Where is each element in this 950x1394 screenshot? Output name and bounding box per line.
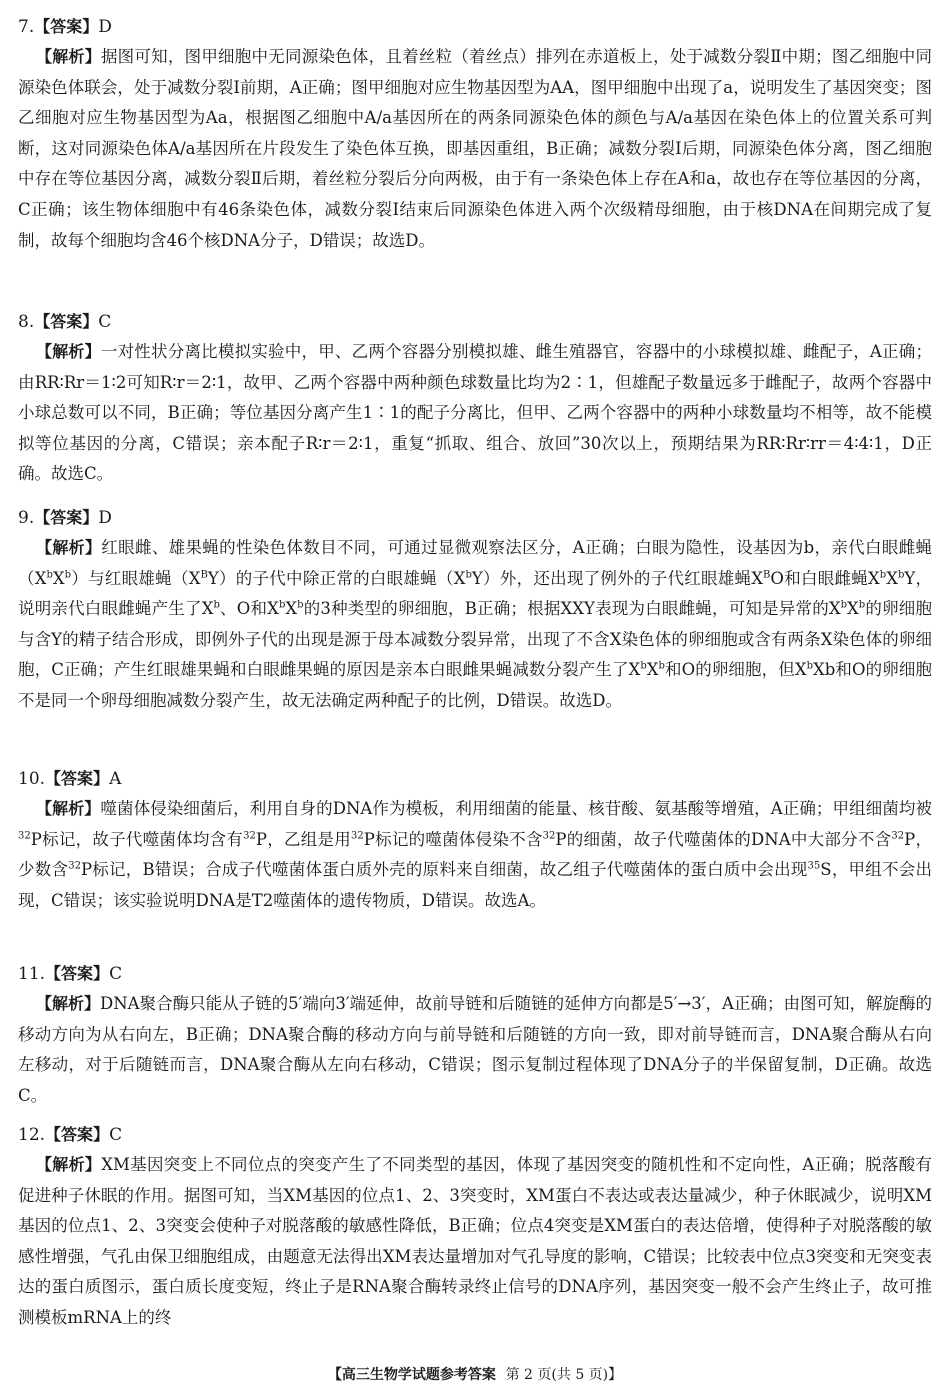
q9-analysis-label: 【解析】	[36, 538, 102, 557]
q9-answer-line	[18, 507, 112, 529]
q7-number: 7.	[18, 17, 35, 37]
q7-answer-line	[18, 16, 112, 38]
text-run: X	[813, 660, 825, 680]
text-run: S，甲组不会出现，C错误；该实验说明DNA是T2噬菌体的遗传物质，D错误。故选A。	[18, 860, 932, 910]
superscript: 35	[807, 860, 821, 872]
text-run: Y）外，还出现了例外的子代红眼雄蝇X	[471, 568, 764, 588]
superscript: b	[46, 569, 53, 581]
superscript: b	[213, 599, 220, 611]
superscript: 32	[542, 830, 556, 842]
superscript: b	[858, 599, 866, 611]
q8-answer-line	[18, 311, 111, 333]
q8-analysis-label: 【解析】	[36, 342, 101, 361]
q9-answer: D	[98, 508, 112, 528]
text-run: P标记的噬菌体侵染不含	[363, 829, 543, 849]
q12-analysis-text: XM基因突变上不同位点的突变产生了不同类型的基因，体现了基因突变的随机性和不定向性，A正确；脱落酸有促进种子休眠的作用。据图可知，当XM基因的位点1、2、3突变时，XM蛋白不表达或表达量减少，种子休眠减少，说明XM基因的位点1、2、3突变会使种子对脱落酸的敏感性降低，B正确；位点4突变是XM蛋白的表达倍增，使得种子对脱落酸的敏感性增强，气孔由保卫细胞组成，由题意无法得出XM表达量增加对气孔导度的影响，C错误；比较表中位点3突变和无突变表达的蛋白质图示，蛋白质长度变短，终止子是RNA聚合酶转录终止信号的DNA序列，基因突变一般不会产生终止子，故可推测模板mRNA上的终	[18, 1155, 932, 1327]
text-run: X	[646, 660, 659, 680]
text-run: Y，说明亲代白眼雌蝇产生了X	[18, 568, 933, 619]
q7-analysis	[18, 42, 932, 256]
superscript: b	[806, 660, 814, 672]
q9-analysis-text	[18, 538, 932, 710]
q8-answer-label: 【答案】	[34, 312, 99, 331]
q11-number: 11.	[18, 964, 46, 984]
page-footer	[0, 1364, 950, 1384]
q9-answer-label: 【答案】	[34, 508, 99, 527]
footer-title: 【高三生物学试题参考答案	[327, 1367, 496, 1383]
superscript: 32	[68, 860, 81, 872]
text-run: b	[824, 660, 836, 680]
q12-answer-label: 【答案】	[45, 1125, 110, 1144]
q12-answer-line	[18, 1124, 122, 1146]
text-run: O和白眼雌蝇X	[770, 568, 880, 588]
q11-analysis	[18, 989, 932, 1111]
text-run: ）与红眼雄蝇（X	[71, 568, 201, 588]
text-run: 红眼雌、雄果蝇的性染色体数目不同，可通过显微观察法区分，A正确；白眼为隐性，设基因为b，亲代白眼雌蝇（X	[18, 538, 932, 588]
text-run: P，乙组是用	[255, 829, 352, 849]
superscript: 32	[18, 830, 31, 842]
superscript: b	[897, 569, 905, 581]
superscript: B	[763, 569, 771, 581]
superscript: B	[200, 569, 208, 581]
superscript: b	[465, 569, 472, 581]
q8-analysis	[18, 337, 932, 490]
superscript: b	[658, 660, 665, 672]
text-run: P，少数含	[18, 829, 932, 880]
text-run: 和O的卵细胞，但X	[664, 660, 807, 680]
q12-analysis-label: 【解析】	[36, 1155, 102, 1174]
q8-analysis-text: 一对性状分离比模拟实验中，甲、乙两个容器分别模拟雄、雌生殖器官，容器中的小球模拟雄、雌配子，A正确；由RR∶Rr＝1∶2可知R∶r＝2∶1，故甲、乙两个容器中两种颜色球数量比均为2∶1，但雄配子数量远多于雌配子，故两个容器中小球总数可以不同，B正确；等位基因分离产生1∶1的配子分离比，但甲、乙两个容器中的两种小球数量均不相等，故不能模拟等位基因的分离，C错误；亲本配子R∶r＝2∶1，重复“抓取、组合、放回”30次以上，预期结果为RR∶Rr∶rr＝4∶4∶1，D正确。故选C。	[18, 342, 932, 484]
superscript: b	[297, 599, 304, 611]
superscript: b	[640, 660, 647, 672]
text-run: X	[886, 568, 898, 588]
q11-answer-line	[18, 963, 122, 985]
q11-answer-label: 【答案】	[45, 964, 110, 983]
superscript: b	[278, 599, 286, 611]
q7-analysis-label: 【解析】	[36, 47, 101, 66]
q11-answer: C	[109, 964, 123, 984]
superscript: 32	[243, 830, 256, 842]
q11-analysis-text: DNA聚合酶只能从子链的5′端向3′端延伸，故前导链和后随链的延伸方向都是5′→3′，A正确；由图可知，解旋酶的移动方向为从右向左，B正确；DNA聚合酶的移动方向与前导链和后随链的方向一致，即对前导链而言，DNA聚合酶从右向左移动，对于后随链而言，DNA聚合酶从左向右移动，C错误；图示复制过程体现了DNA分子的半保留复制，D正确。故选C。	[18, 994, 932, 1105]
text-run: 、O和X	[219, 599, 279, 619]
text-run: P标记，故子代噬菌体均含有	[30, 829, 244, 849]
superscript: 32	[891, 830, 905, 842]
q7-answer-label: 【答案】	[34, 17, 99, 36]
text-run: X	[847, 599, 859, 619]
q10-analysis	[18, 794, 932, 916]
text-run: 和O的卵细胞不是同一个卵母细胞减数分裂产生，故无法确定两种配子的比例，D错误。故选D。	[18, 660, 932, 710]
text-run: 的卵细胞与含Y的精子结合形成，即例外子代的出现是源于母本减数分裂异常，出现了不含X染色体的卵细胞或含有两条X染色体的卵细胞，C正确；产生红眼雄果蝇和白眼雌果蝇的原因是亲本白眼雌果蝇减数分裂产生了X	[18, 599, 933, 680]
superscript: 32	[351, 830, 364, 842]
text-run: P标记，B错误；合成子代噬菌体蛋白质外壳的原料来自细菌，故乙组子代噬菌体的蛋白质中会出现	[80, 860, 808, 880]
q9-number: 9.	[18, 508, 35, 528]
text-run: X	[285, 599, 298, 619]
q10-analysis-text	[18, 799, 932, 910]
q10-number: 10.	[18, 769, 46, 789]
q8-answer: C	[98, 312, 112, 332]
q12-number: 12.	[18, 1125, 46, 1145]
q11-analysis-label: 【解析】	[36, 994, 101, 1013]
q10-answer-line	[18, 768, 121, 790]
q10-answer: A	[109, 769, 122, 789]
text-run: 噬菌体侵染细菌后，利用自身的DNA作为模板，利用细菌的能量、核苷酸、氨基酸等增殖，A正确；甲组细菌均被	[100, 799, 932, 818]
q12-answer: C	[109, 1125, 123, 1145]
superscript: b	[64, 569, 72, 581]
text-run: 的3种类型的卵细胞，B正确；根据XXY表现为白眼雌蝇，可知是异常的X	[303, 599, 841, 619]
q7-analysis-text: 据图可知，图甲细胞中无同源染色体，且着丝粒（着丝点）排列在赤道板上，处于减数分裂Ⅱ中期；图乙细胞中同源染色体联会，处于减数分裂Ⅰ前期，A正确；图甲细胞对应生物基因型为AA，图甲细胞中出现了a，说明发生了基因突变；图乙细胞对应生物基因型为Aa，根据图乙细胞中A/a基因所在的两条同源染色体的颜色与A/a基因在染色体上的位置关系可判断，这对同源染色体A/a基因所在片段发生了染色体互换，即基因重组，B正确；减数分裂Ⅰ后期，同源染色体分离，图乙细胞中存在等位基因分离，减数分裂Ⅱ后期，着丝粒分裂后分向两极，由于有一条染色体上存在A和a，故也存在等位基因的分离，C正确；该生物体细胞中有46条染色体，减数分裂Ⅰ结束后同源染色体进入两个次级精母细胞，由于核DNA在间期完成了复制，故每个细胞均含46个核DNA分子，D错误；故选D。	[18, 47, 932, 250]
q12-analysis	[18, 1150, 932, 1334]
q8-number: 8.	[18, 312, 35, 332]
text-run: Y）的子代中除正常的白眼雄蝇（X	[207, 568, 466, 588]
superscript: b	[840, 599, 848, 611]
q10-analysis-label: 【解析】	[36, 799, 101, 818]
q9-analysis	[18, 533, 932, 717]
q7-answer: D	[98, 17, 112, 37]
text-run: P的细菌，故子代噬菌体的DNA中大部分不含	[555, 829, 892, 849]
superscript: b	[879, 569, 887, 581]
q10-answer-label: 【答案】	[45, 769, 110, 788]
text-run: X	[52, 568, 65, 588]
footer-page-number: 第 2 页(共 5 页)】	[505, 1367, 623, 1383]
